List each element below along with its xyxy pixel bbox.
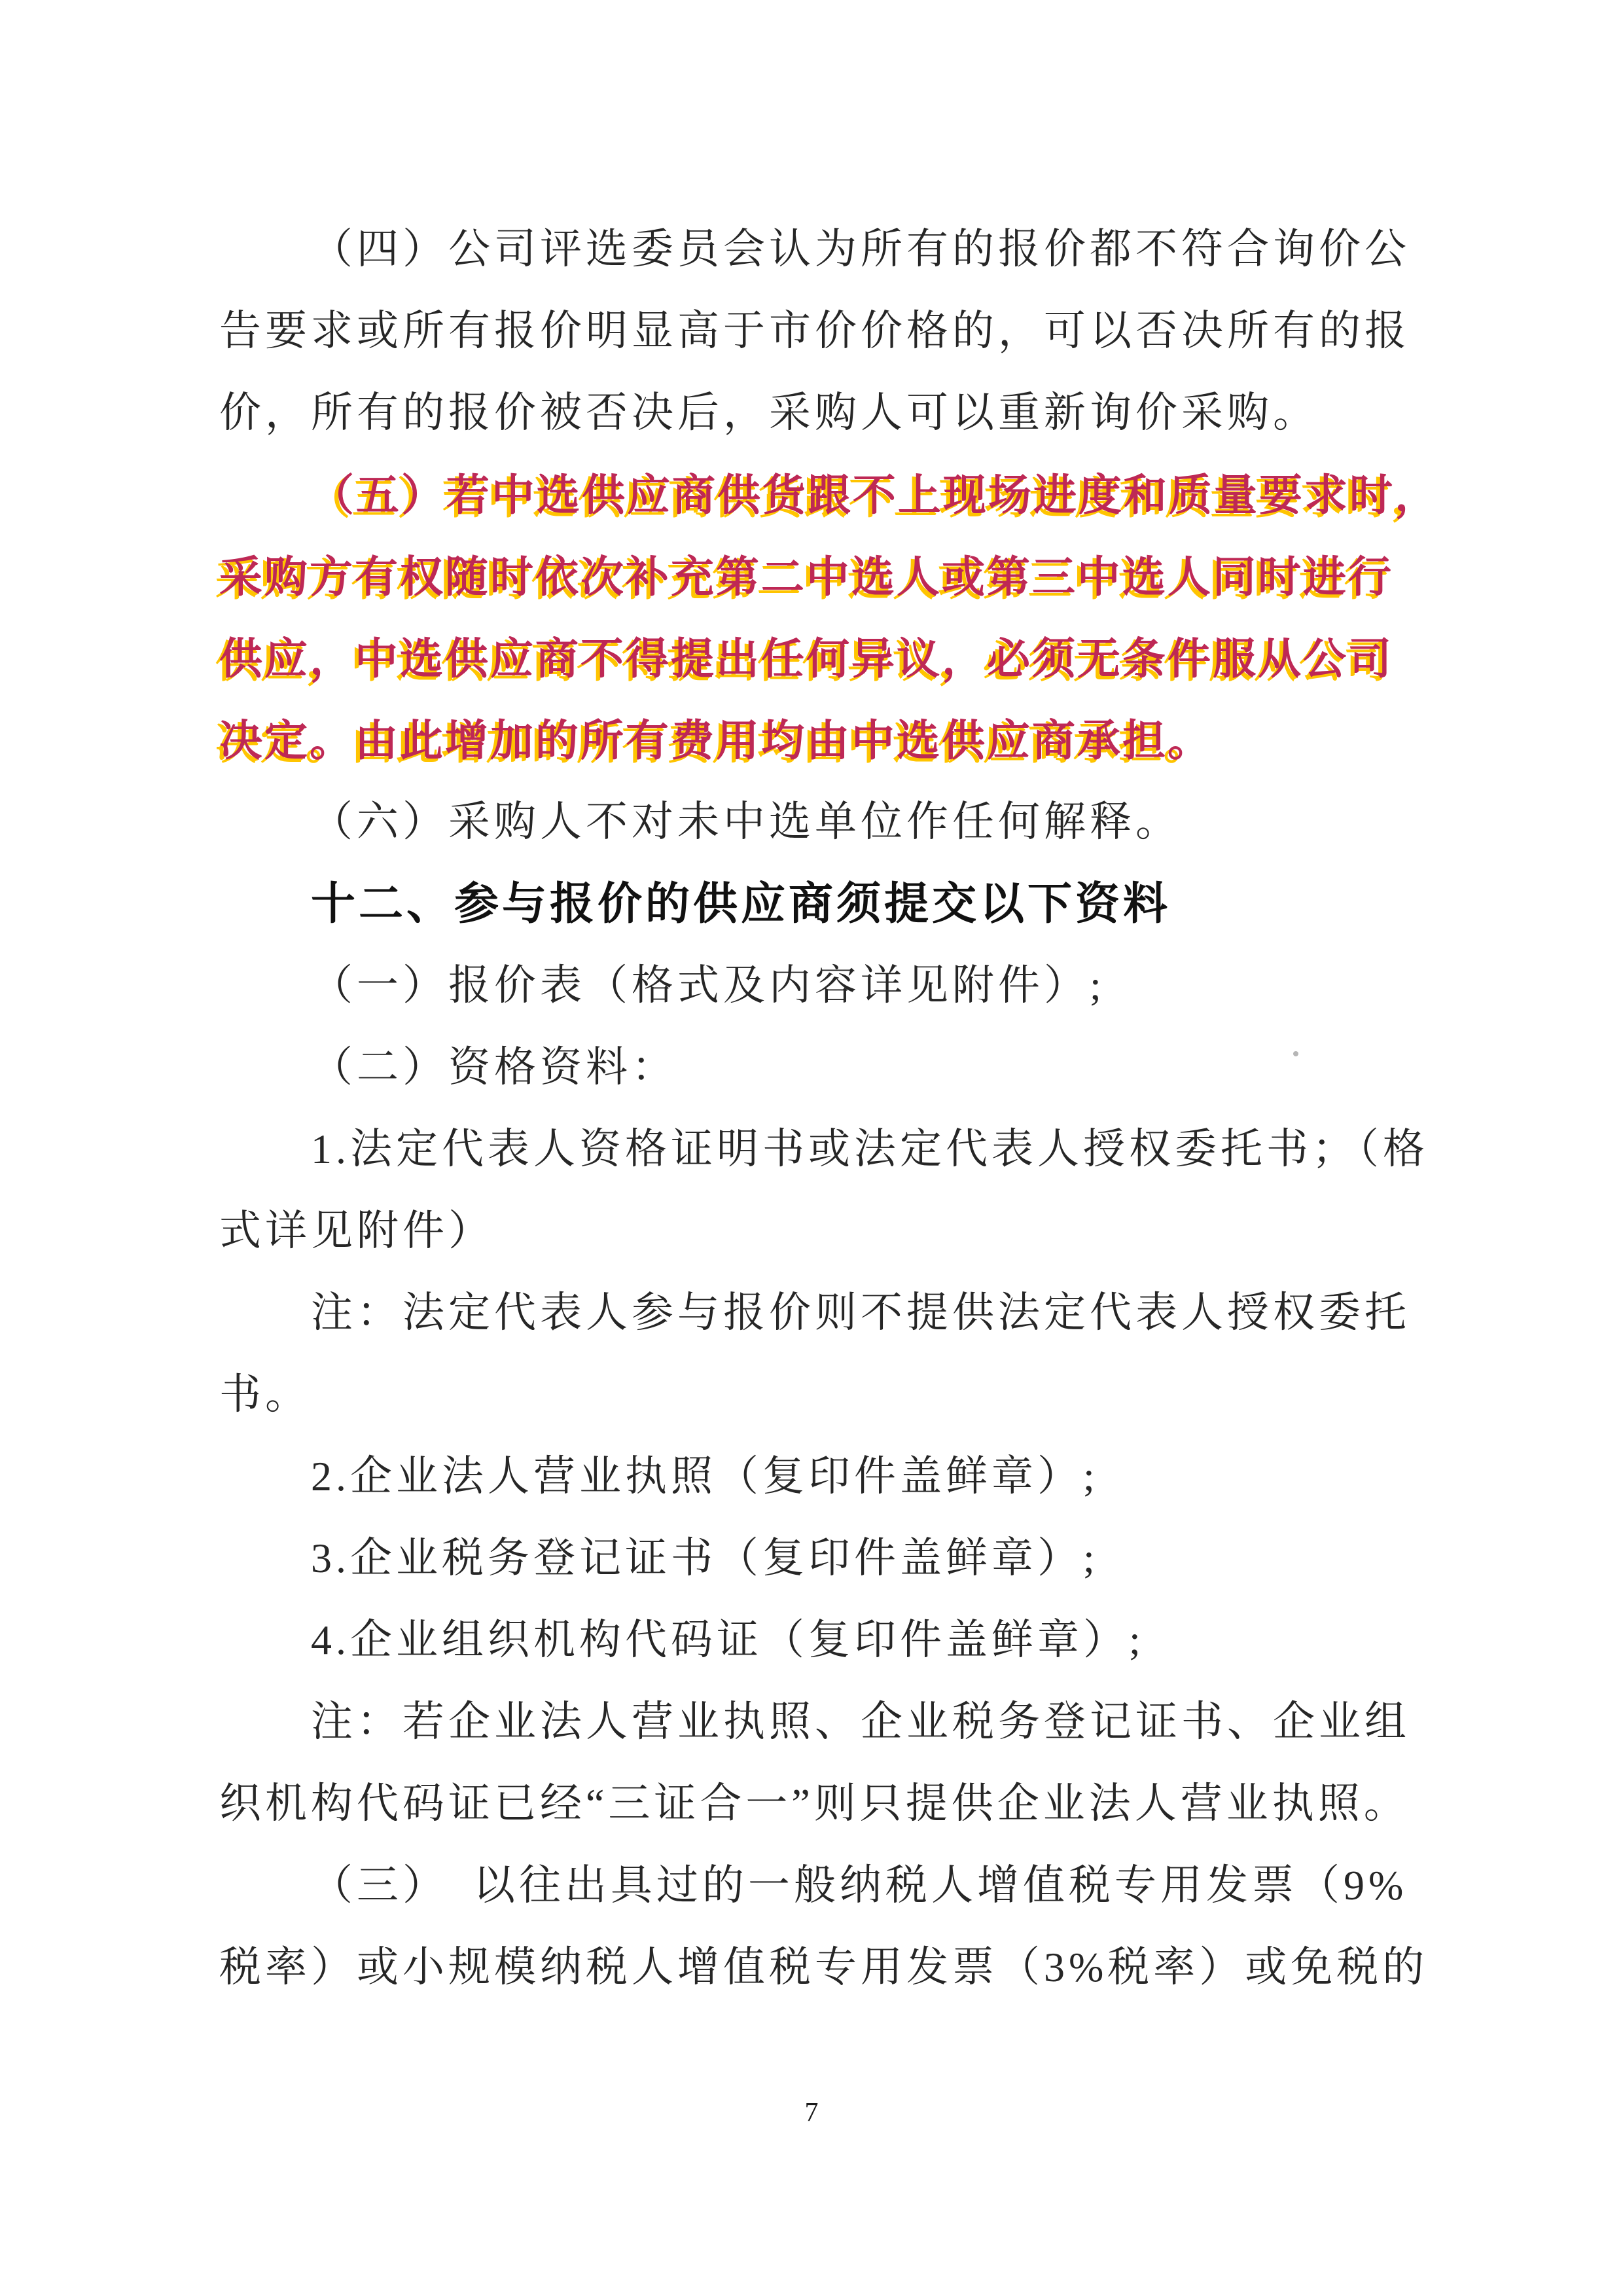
text-run: （二）资格资料： <box>311 1044 677 1090</box>
text-run: 1.法定代表人资格证明书或法定代表人授权委托书；（格 <box>311 1126 1429 1172</box>
body-line <box>219 1043 1391 1125</box>
emphasis-line <box>219 634 1391 716</box>
text-run: 2.企业法人营业执照（复印件盖鲜章）; <box>311 1453 1099 1499</box>
body-line <box>219 307 1410 389</box>
emphasis-line <box>219 469 1440 552</box>
text-run: 告要求或所有报价明显高于市价价格的，可以否决所有的报 <box>219 308 1410 354</box>
text-run: 十二、参与报价的供应商须提交以下资料 <box>311 879 1171 929</box>
text-run: （六）采购人不对未中选单位作任何解释。 <box>311 798 1181 845</box>
body-line <box>219 1698 1410 1780</box>
body-line <box>219 961 1391 1043</box>
body-line <box>219 1780 1410 1861</box>
text-run: 3.企业税务登记证书（复印件盖鲜章）; <box>311 1535 1099 1581</box>
text-run: 供应，中选供应商不得提出任何异议，必须无条件服从公司 <box>219 633 1393 684</box>
body-line <box>219 1861 1408 1943</box>
text-run: 书。 <box>219 1371 311 1418</box>
text-run: 税率）或小规模纳税人增值税专用发票（3%税率）或免税的 <box>219 1944 1429 1990</box>
text-run: 4.企业组织机构代码证（复印件盖鲜章）; <box>311 1617 1145 1663</box>
text-run: （三） 以往出具过的一般纳税人增值税专用发票（9% <box>311 1862 1408 1909</box>
text-run: 织机构代码证已经“三证合一”则只提供企业法人营业执照。 <box>219 1780 1410 1827</box>
text-run: 式详见附件） <box>219 1208 494 1254</box>
text-run: 价，所有的报价被否决后，采购人可以重新询价采购。 <box>219 389 1319 436</box>
body-line <box>219 389 1391 471</box>
body-line <box>219 1371 1391 1452</box>
document-body <box>219 225 1440 2025</box>
body-line <box>219 1207 1391 1289</box>
body-line <box>219 798 1391 880</box>
text-run: （五）若中选供应商供货跟不上现场进度和质量要求时， <box>311 469 1440 520</box>
emphasis-line <box>219 716 1391 798</box>
page-number: 7 <box>804 2098 819 2128</box>
body-line <box>219 225 1410 307</box>
body-line <box>219 1616 1391 1698</box>
text-run: 决定。由此增加的所有费用均由中选供应商承担。 <box>219 715 1213 766</box>
text-run: （一）报价表（格式及内容详见附件）; <box>311 962 1105 1009</box>
body-line <box>219 1125 1429 1207</box>
section-heading <box>219 880 1391 961</box>
emphasis-line <box>219 552 1391 634</box>
body-line <box>219 1452 1391 1534</box>
text-run: （四）公司评选委员会认为所有的报价都不符合询价公 <box>311 226 1410 272</box>
text-run: 注：法定代表人参与报价则不提供法定代表人授权委托 <box>311 1289 1410 1336</box>
body-line <box>219 1943 1429 2025</box>
body-line <box>219 1534 1391 1616</box>
text-run: 注：若企业法人营业执照、企业税务登记证书、企业组 <box>311 1698 1410 1745</box>
text-run: 采购方有权随时依次补充第二中选人或第三中选人同时进行 <box>219 551 1393 602</box>
body-line <box>219 1289 1410 1371</box>
scan-artifact-dot <box>1293 1051 1298 1056</box>
